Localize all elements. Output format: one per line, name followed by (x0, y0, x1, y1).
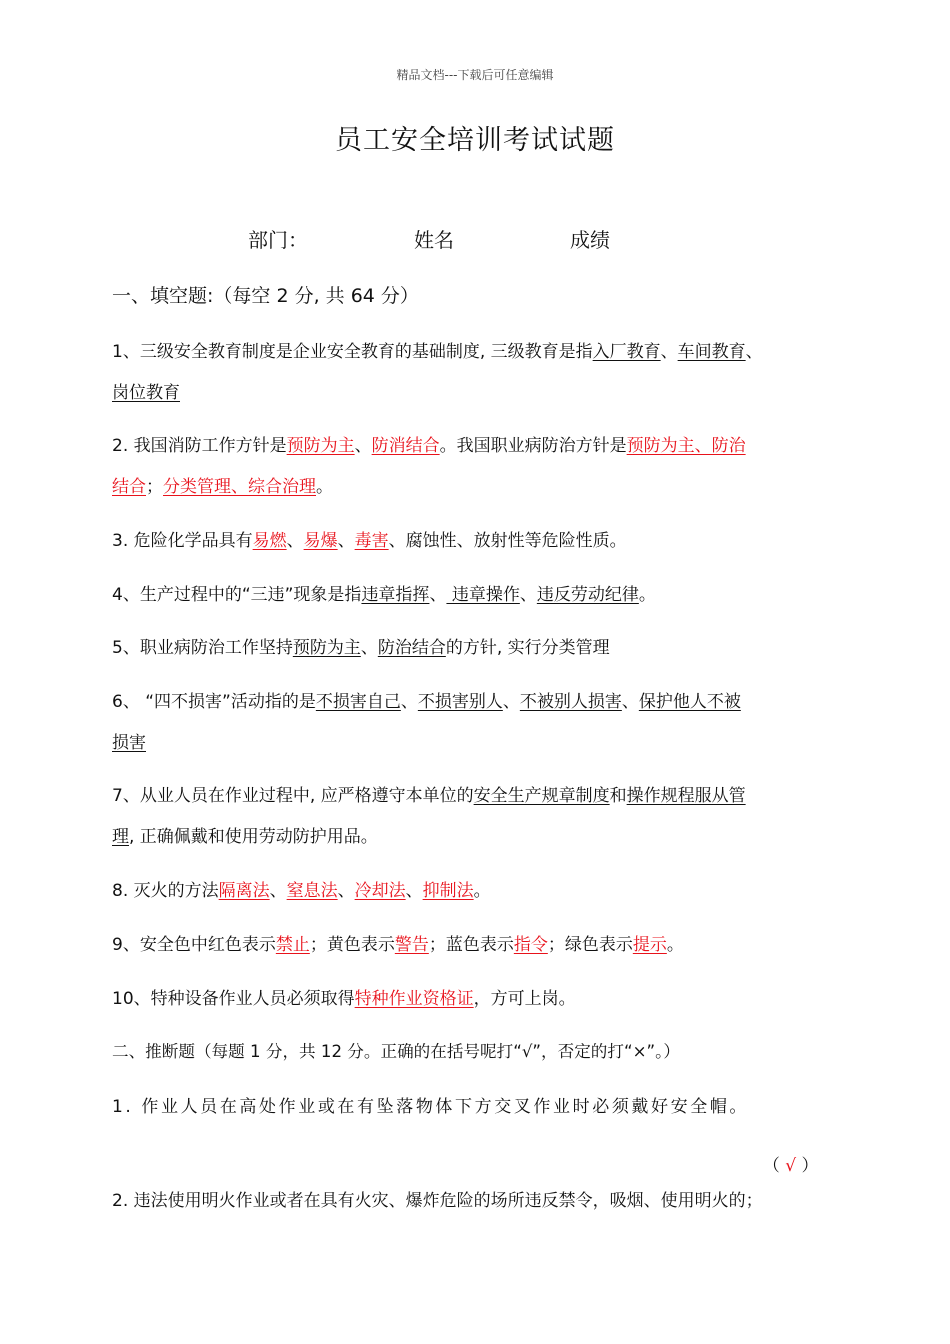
question-1-cont (112, 378, 180, 403)
question-5 (112, 633, 610, 658)
q6-text: 6、 “四不损害”活动指的是 (112, 692, 316, 712)
q7-end: , 正确佩戴和使用劳动防护用品。 (129, 827, 378, 847)
question-2-cont (112, 472, 333, 497)
name-label: 姓名 (414, 228, 454, 252)
page-title: 员工安全培训考试试题 (335, 125, 615, 156)
bracket-close: ） (796, 1156, 819, 1176)
q8-text: 8. 灭火的方法 (112, 881, 219, 901)
question-4 (112, 580, 656, 605)
check-mark: √ (785, 1156, 797, 1176)
q2-text: 2. 我国消防工作方针是 (112, 436, 287, 456)
q8-answer-2: 窒息法 (286, 881, 338, 901)
question-3 (112, 526, 627, 551)
question-10 (112, 984, 576, 1009)
question-6 (112, 687, 741, 712)
judgment-1-answer (752, 1131, 818, 1176)
q4-text: 4、生产过程中的“三违”现象是指 (112, 585, 362, 605)
q9-answer-4: 提示 (632, 935, 667, 955)
q5-blank-2: 防治结合 (377, 638, 446, 658)
q10-text: 10、特种设备作业人员必须取得 (112, 989, 355, 1009)
q10-end: ，方可上岗。 (473, 989, 576, 1009)
q9-text: 9、安全色中红色表示 (112, 935, 276, 955)
end: 。 (473, 881, 491, 901)
sep: 、 (354, 436, 372, 456)
q2-answer-1: 预防为主 (286, 436, 355, 456)
q2-answer-2: 防消结合 (371, 436, 440, 456)
q3-answer-1: 易燃 (252, 531, 287, 551)
sep: 、 (405, 881, 423, 901)
q7-blank-1: 安全生产规章制度 (473, 786, 610, 806)
sep: 、 (519, 585, 537, 605)
sep: 、 (337, 531, 355, 551)
question-8 (112, 876, 491, 901)
q9-text-2: ；黄色表示 (309, 935, 395, 955)
dept-label: 部门： (248, 228, 308, 252)
question-1 (112, 337, 763, 362)
sep: 、 (269, 881, 287, 901)
question-9 (112, 930, 684, 955)
q9-answer-2: 警告 (394, 935, 429, 955)
q9-answer-3: 指令 (513, 935, 548, 955)
q1-blank-3: 岗位教育 (112, 383, 180, 403)
sep: 、 (502, 692, 520, 712)
sep: ； (146, 477, 163, 497)
q4-blank-3: 违反劳动纪律 (536, 585, 639, 605)
watermark: 精品文档---下载后可任意编辑 (396, 68, 554, 82)
q6-blank-2: 不损害别人 (417, 692, 503, 712)
q3-answer-2: 易爆 (303, 531, 338, 551)
q2-answer-3-cont: 结合 (112, 477, 146, 497)
q2-answer-4: 分类管理、综合治理 (163, 477, 316, 497)
q7-blank-2-cont: 理 (112, 827, 129, 847)
q6-blank-4: 保护他人不被 (638, 692, 741, 712)
q2-answer-3: 预防为主、防治 (626, 436, 746, 456)
bracket-open: （ (762, 1156, 786, 1176)
q9-text-4: ；绿色表示 (547, 935, 633, 955)
end: 。 (666, 935, 684, 955)
q8-answer-1: 隔离法 (218, 881, 270, 901)
end: 。 (316, 477, 333, 497)
end: 。 (638, 585, 656, 605)
sep: 、 (429, 585, 447, 605)
judgment-2: 2. 违法使用明火作业或者在具有火灾、爆炸危险的场所违反禁令，吸烟、使用明火的； (112, 1191, 763, 1211)
q4-blank-2: 违章操作 (446, 585, 520, 605)
q5-blank-1: 预防为主 (292, 638, 361, 658)
q8-answer-3: 冷却法 (354, 881, 406, 901)
q6-blank-1: 不损害自己 (315, 692, 401, 712)
q1-blank-2: 车间教育 (677, 342, 746, 362)
question-7 (112, 781, 746, 806)
q6-blank-3: 不被别人损害 (519, 692, 622, 712)
q3-text: 3. 危险化学品具有 (112, 531, 253, 551)
q1-blank-1: 入厂教育 (592, 342, 661, 362)
sep: 、 (621, 692, 639, 712)
q7-mid: 和 (609, 786, 627, 806)
question-2 (112, 431, 746, 456)
question-6-cont (112, 728, 146, 753)
q5-text: 5、职业病防治工作坚持 (112, 638, 293, 658)
section-2-heading: 二、推断题（每题 1 分，共 12 分。正确的在括号呢打“√”，否定的打“×”。） (112, 1042, 680, 1061)
sep: 、 (286, 531, 304, 551)
score-label: 成绩 (570, 228, 610, 252)
sep: 、 (660, 342, 678, 362)
q3-end: 、腐蚀性、放射性等危险性质。 (388, 531, 627, 551)
judgment-1: 1. 作业人员在高处作业或在有坠落物体下方交叉作业时必须戴好安全帽。 (112, 1097, 750, 1117)
section-1-heading: 一、填空题:（每空 2 分, 共 64 分） (112, 285, 419, 307)
q8-answer-4: 抑制法 (422, 881, 474, 901)
q6-blank-4-cont: 损害 (112, 733, 146, 753)
sep: 、 (745, 342, 763, 362)
q1-text: 1、三级安全教育制度是企业安全教育的基础制度, 三级教育是指 (112, 342, 593, 362)
q3-answer-3: 毒害 (354, 531, 389, 551)
sep: 、 (360, 638, 378, 658)
q7-text: 7、从业人员在作业过程中, 应严格遵守本单位的 (112, 786, 474, 806)
q2-text-mid: 。我国职业病防治方针是 (439, 436, 627, 456)
q10-answer-1: 特种作业资格证 (354, 989, 474, 1009)
q7-blank-2: 操作规程服从管 (626, 786, 746, 806)
q4-blank-1: 违章指挥 (361, 585, 430, 605)
question-7-cont (112, 822, 378, 847)
q9-answer-1: 禁止 (275, 935, 310, 955)
q9-text-3: ；蓝色表示 (428, 935, 514, 955)
q5-end: 的方针, 实行分类管理 (445, 638, 610, 658)
sep: 、 (337, 881, 355, 901)
sep: 、 (400, 692, 418, 712)
